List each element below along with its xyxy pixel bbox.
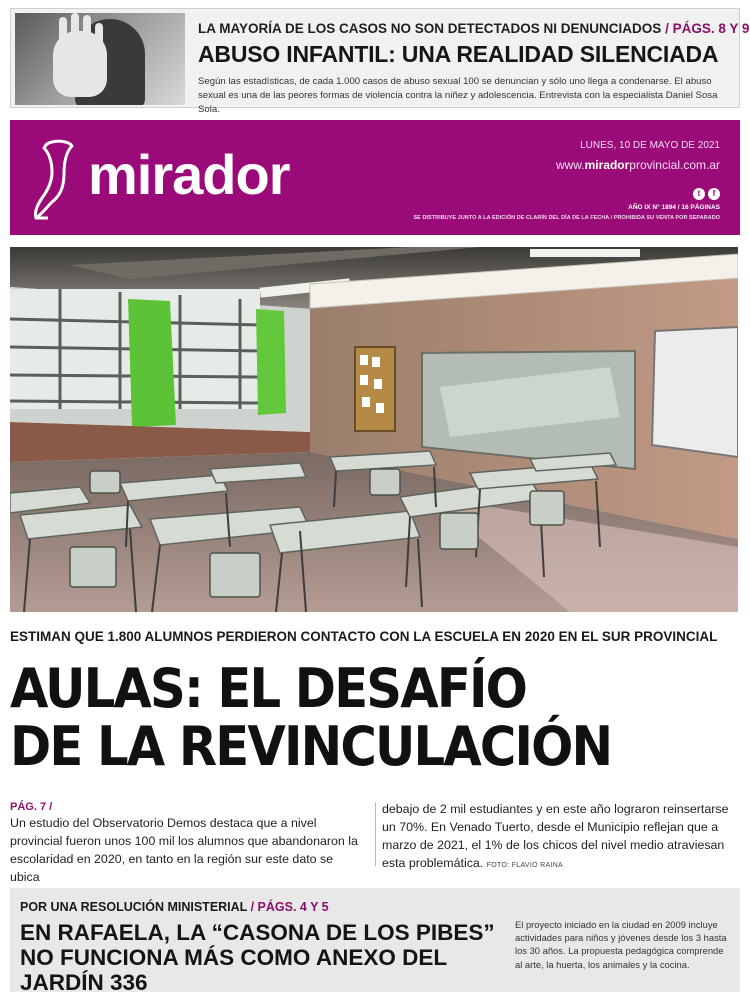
- top-teaser[interactable]: [10, 8, 750, 115]
- column-divider: [375, 802, 376, 866]
- facebook-icon[interactable]: f: [708, 188, 720, 200]
- distribution-note: SE DISTRIBUYE JUNTO A LA EDICIÓN DE CLARÍN DEL DÍA DE LA FECHA / PROHIBIDA SU VENTA POR SEPARADO: [413, 215, 720, 221]
- teaser-headline[interactable]: ABUSO INFANTIL: UNA REALIDAD SILENCIADA: [198, 41, 719, 67]
- bottom-body: El proyecto iniciado en la ciudad en 2009 incluye actividades para niños y jóvenes desde los 3 hasta los 30 años. La propuesta pedagógica comprende al arte, la huerta, los animales y la cocina.: [515, 919, 727, 970]
- main-kicker: ESTIMAN QUE 1.800 ALUMNOS PERDIERON CONTACTO CON LA ESCUELA EN 2020 EN EL SUR PROVINCIAL: [10, 629, 718, 644]
- teaser-body: Según las estadísticas, de cada 1.000 casos de abuso sexual 100 se denuncian y sólo uno llega a condenarse. El abuso sexual es una de las peores formas de violencia contra la niñez y adolescencia. Entrevista con la especialista Daniel Sosa Sola.: [198, 76, 718, 115]
- bottom-headline[interactable]: EN RAFAELA, LA “CASONA DE LOS PIBES” NO FUNCIONA MÁS COMO ANEXO DEL JARDÍN 336: [20, 920, 495, 995]
- main-photo-classroom: [10, 247, 738, 612]
- edition-info: AÑO IX N° 1894 / 16 PÁGINAS: [628, 204, 720, 211]
- masthead-logo[interactable]: mirador: [88, 143, 290, 206]
- teaser-kicker: LA MAYORÍA DE LOS CASOS NO SON DETECTADOS NI DENUNCIADOS / PÁGS. 8 Y 9: [198, 21, 750, 36]
- twitter-icon[interactable]: t: [693, 188, 705, 200]
- masthead: [10, 120, 740, 235]
- body-column-right: debajo de 2 mil estudiantes y en este año lograron reinsertarse un 70%. En Venado Tuerto, desde el Municipio reflejan que a marzo de 2021, el 1% de los chicos del nivel medio atraviesan esta problemática. FOTO: FLAVIO RAINA: [382, 802, 729, 870]
- social-icons: [693, 188, 720, 200]
- bottom-kicker: POR UNA RESOLUCIÓN MINISTERIAL / PÁGS. 4 Y 5: [20, 900, 329, 914]
- issue-date: LUNES, 10 DE MAYO DE 2021: [580, 140, 720, 151]
- body-column-left: PÁG. 7 / Un estudio del Observatorio Demos destaca que a nivel provincial fueron unos 100 mil los alumnos que abandonaron la escolaridad en 2020, en tanto en la región sur este dato se ubica: [10, 800, 365, 886]
- bottom-pages[interactable]: / PÁGS. 4 Y 5: [250, 900, 329, 914]
- main-body: [10, 800, 740, 884]
- teaser-pages[interactable]: / PÁGS. 8 Y 9: [665, 21, 750, 36]
- teaser-photo-child-hand: [15, 13, 185, 105]
- website-link[interactable]: www.miradorprovincial.com.ar: [555, 158, 720, 172]
- main-page-tag[interactable]: PÁG. 7 /: [10, 801, 53, 813]
- logo-mark-icon: [30, 138, 78, 222]
- bottom-teaser[interactable]: [10, 888, 740, 995]
- main-headline[interactable]: AULAS: EL DESAFÍO DE LA REVINCULACIÓN: [10, 657, 612, 778]
- photo-credit: FOTO: FLAVIO RAINA: [486, 862, 564, 869]
